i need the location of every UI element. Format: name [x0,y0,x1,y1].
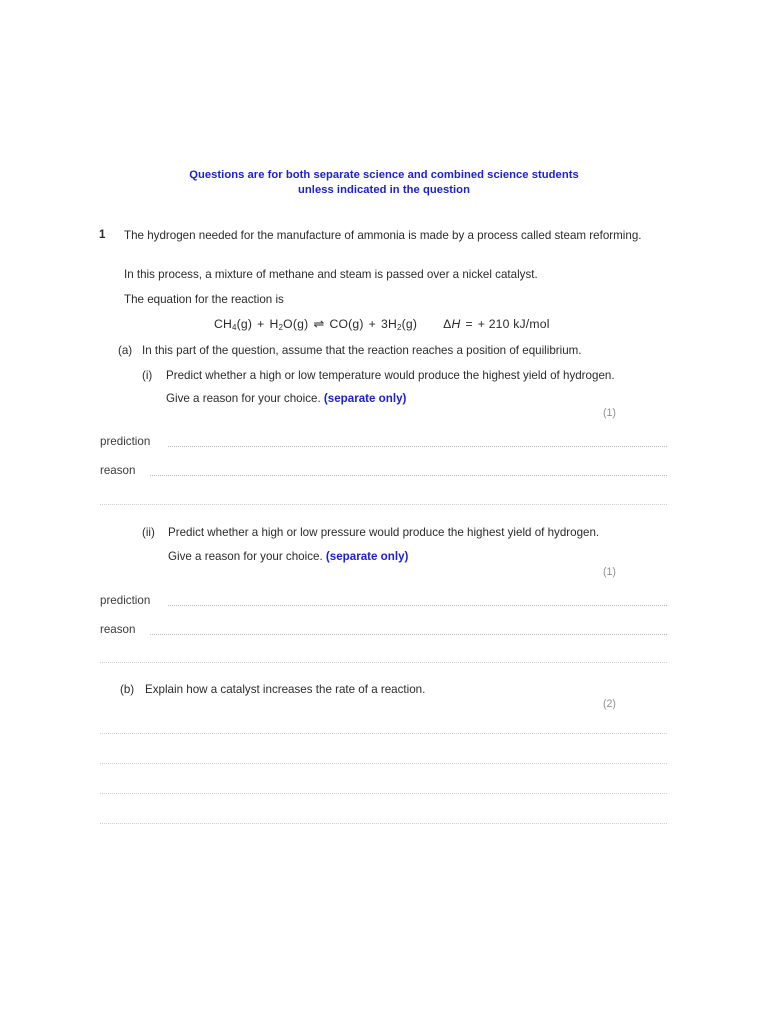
equation-methane-subscript: 4 [232,323,237,333]
reason-answer-line-2b[interactable] [100,662,667,663]
reason-answer-line-2[interactable] [150,634,667,635]
part-a-ii-marker: (ii) [142,526,155,539]
part-a-marker: (a) [118,344,133,357]
equation-equals: = [465,317,473,331]
part-a-ii-marks: (1) [603,566,616,578]
part-b-answer-line-1[interactable] [100,733,667,734]
question-intro-text: The hydrogen needed for the manufacture of ammonia is made by a process called steam reforming. [124,229,642,242]
equation-plus-2: + [368,317,376,331]
reason-answer-line-1b[interactable] [100,504,667,505]
reason-label-1: reason [100,464,136,477]
banner-line-1: Questions are for both separate science and combined science students [189,169,579,181]
part-b [120,682,670,698]
part-a-i-marks: (1) [603,407,616,419]
question-number: 1 [99,228,106,241]
equation-water-subscript: 2 [278,323,284,333]
delta-symbol-icon: Δ [443,317,452,331]
equilibrium-arrow-icon: ⇌ [313,316,325,331]
chemical-equation [214,316,550,332]
reason-label-2: reason [100,623,136,636]
equation-reactant-water-h: H [269,317,279,331]
part-b-marks: (2) [603,698,616,710]
part-b-answer-line-2[interactable] [100,763,667,764]
part-b-answer-line-4[interactable] [100,823,667,824]
equation-water-state: (g) [292,317,309,331]
part-b-answer-line-3[interactable] [100,793,667,794]
prediction-answer-line-1[interactable] [168,446,667,447]
reason-answer-line-1[interactable] [150,475,667,476]
equation-reactant-water-o: O [283,317,293,331]
part-a-text: In this part of the question, assume that the reaction reaches a position of equilibrium. [142,344,582,357]
prediction-label-1: prediction [100,435,151,448]
part-a-i-reason-prompt: Give a reason for your choice. [166,392,321,405]
part-a [118,343,668,359]
equation-hydrogen-state: (g) [401,317,418,331]
part-a-ii-separate-only-tag: (separate only) [325,550,409,563]
part-b-text: Explain how a catalyst increases the rate of a reaction. [145,683,426,696]
part-a-ii [142,525,672,541]
enthalpy-symbol: H [451,317,461,331]
equation-plus-1: + [257,317,265,331]
enthalpy-value: + 210 kJ/mol [477,317,550,331]
prediction-answer-line-2[interactable] [168,605,667,606]
part-a-i-marker: (i) [142,369,153,382]
equation-reactant-methane: CH [214,317,233,331]
banner-line-2: unless indicated in the question [298,184,470,196]
prediction-label-2: prediction [100,594,151,607]
equation-product-co: CO [329,317,349,331]
equation-co-state: (g) [348,317,364,331]
part-a-i [142,368,672,384]
part-a-ii-line-2 [168,549,678,565]
question-process-text: In this process, a mixture of methane and steam is passed over a nickel catalyst. [124,268,538,281]
part-a-i-separate-only-tag: (separate only) [323,392,407,405]
part-a-i-text: Predict whether a high or low temperature would produce the highest yield of hydrogen. [166,369,615,382]
part-a-ii-text: Predict whether a high or low pressure would produce the highest yield of hydrogen. [168,526,600,539]
equation-product-hydrogen: 3H [380,317,397,331]
part-b-marker: (b) [120,683,135,696]
part-a-i-line-2 [166,391,676,407]
page-banner [0,168,768,198]
part-a-ii-reason-prompt: Give a reason for your choice. [168,550,323,563]
question-equation-lead: The equation for the reaction is [124,293,284,306]
equation-hydrogen-subscript: 2 [396,323,402,333]
equation-methane-state: (g) [236,317,253,331]
